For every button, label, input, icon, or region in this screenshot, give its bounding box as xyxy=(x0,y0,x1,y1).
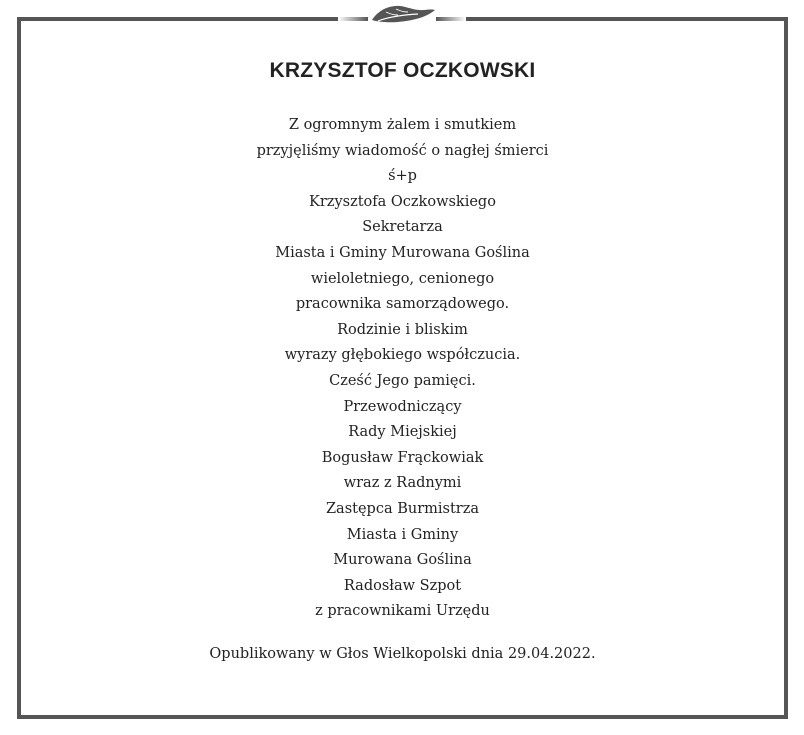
obituary-line: Sekretarza xyxy=(362,219,443,236)
obituary-frame xyxy=(17,17,788,719)
obituary-line: Rodzinie i bliskim xyxy=(337,321,468,338)
obituary-line: wieloletniego, cenionego xyxy=(310,270,495,287)
obituary-line: Miasta i Gminy xyxy=(346,526,459,543)
obituary-line: wyrazy głębokiego współczucia. xyxy=(284,347,521,364)
obituary-title: KRZYSZTOF OCZKOWSKI xyxy=(269,59,536,82)
obituary-line: Krzysztofa Oczkowskiego xyxy=(309,193,496,210)
obituary-line: wraz z Radnymi xyxy=(343,475,462,492)
publication-note: Opublikowany w Głos Wielkopolski dnia 29.04.2022. xyxy=(209,646,596,662)
obituary-line: z pracownikami Urzędu xyxy=(315,603,490,620)
feather-icon xyxy=(338,0,466,36)
obituary-line: Zastępca Burmistrza xyxy=(325,500,480,517)
obituary-line: Bogusław Frąckowiak xyxy=(321,449,484,466)
obituary-line: Murowana Goślina xyxy=(333,552,472,569)
obituary-line: Przewodniczący xyxy=(343,398,462,415)
obituary-line: Rady Miejskiej xyxy=(348,424,457,441)
obituary-line: Miasta i Gminy Murowana Goślina xyxy=(275,244,530,261)
obituary-body xyxy=(21,113,784,625)
obituary-line: pracownika samorządowego. xyxy=(295,296,510,313)
obituary-line: przyjęliśmy wiadomość o nagłej śmierci xyxy=(256,142,549,159)
obituary-line: Radosław Szpot xyxy=(343,577,462,594)
obituary-line: Z ogromnym żalem i smutkiem xyxy=(288,117,517,133)
obituary-line: Cześć Jego pamięci. xyxy=(329,372,476,389)
obituary-line: ś+p xyxy=(388,168,417,185)
